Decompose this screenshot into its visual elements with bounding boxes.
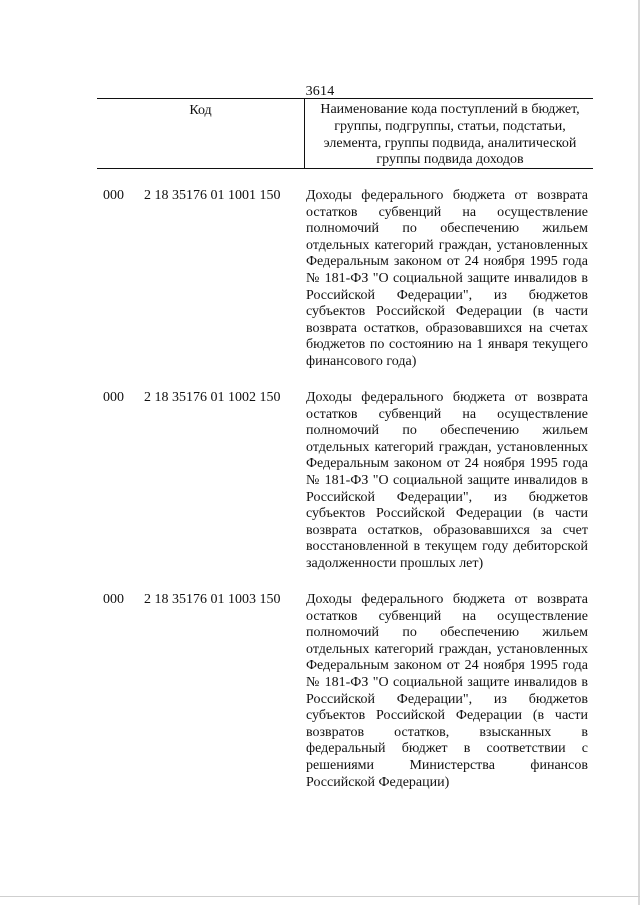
revenue-description: Доходы федерального бюджета от возврата остатков субвенций на осуществление полномочий по обеспечению жильем отдельных категорий граждан, установленных Федеральным законом от 24 ноября 1995 года № 181-ФЗ "О социальной защите инвалидов в Российской Федерации", из бюджетов субъектов Российской Федерации (в части возвратов остатков, взысканных в федеральный бюджет в соответствии с решениями Министерства финансов Российской Федерации) xyxy=(306,592,588,790)
header-code-label: Код xyxy=(189,103,212,118)
revenue-description: Доходы федерального бюджета от возврата остатков субвенций на осуществление полномочий по обеспечению жильем отдельных категорий граждан, установленных Федеральным законом от 24 ноября 1995 года № 181-ФЗ "О социальной защите инвалидов в Российской Федерации", из бюджетов субъектов Российской Федерации (в части возврата остатков, образовавшихся за счет восстановленной в текущем году дебиторской задолженности прошлых лет) xyxy=(306,390,588,571)
header-name-label: Наименование кода поступлений в бюджет, группы, подгруппы, статьи, подстатьи, элемента, группы подвида, аналитической группы подвида доходов xyxy=(320,102,580,168)
revenue-code: 2 18 35176 01 1001 150 xyxy=(144,188,281,203)
revenue-description: Доходы федерального бюджета от возврата остатков субвенций на осуществление полномочий по обеспечению жильем отдельных категорий граждан, установленных Федеральным законом от 24 ноября 1995 года № 181-ФЗ "О социальной защите инвалидов в Российской Федерации", из бюджетов субъектов Российской Федерации (в части возврата остатков, образовавшихся на счетах бюджетов по состоянию на 1 января текущего финансового года) xyxy=(306,188,588,369)
revenue-code: 2 18 35176 01 1003 150 xyxy=(144,592,281,607)
header-column-divider xyxy=(304,99,305,168)
admin-code: 000 xyxy=(103,592,124,607)
revenue-code: 2 18 35176 01 1002 150 xyxy=(144,390,281,405)
admin-code: 000 xyxy=(103,390,124,405)
scan-bottom-line xyxy=(0,896,640,897)
table-header xyxy=(97,98,593,169)
admin-code: 000 xyxy=(103,188,124,203)
page-number: 3614 xyxy=(305,84,335,99)
